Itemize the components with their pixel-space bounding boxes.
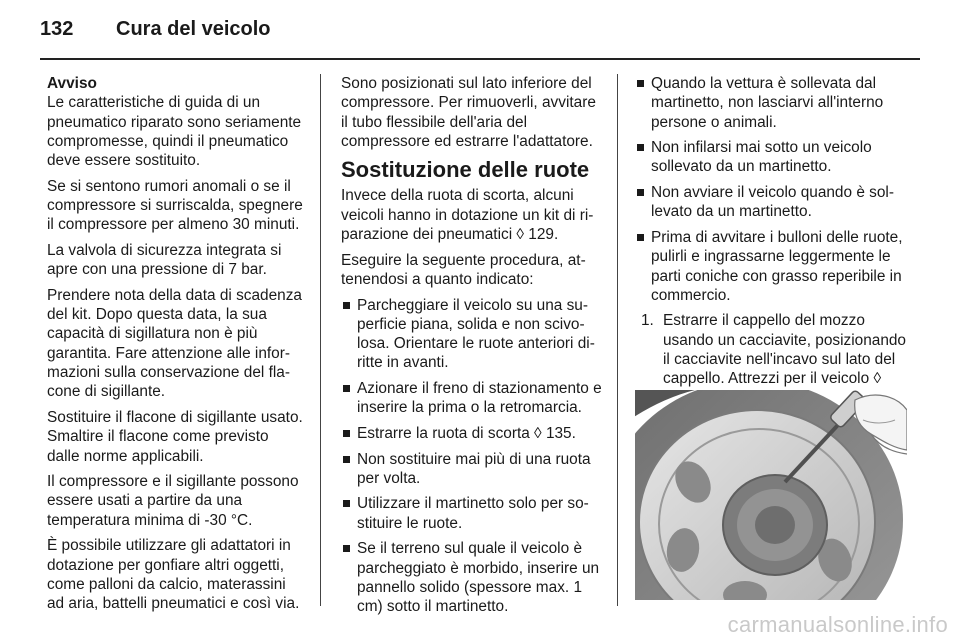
step-text: Estrarre il cappello del mozzo usando un cacciavite, posizionando il cacciavite nell'incavo sul lato del cappello. Attrezzi per il veicolo ◊	[663, 312, 906, 388]
column-divider-1	[320, 74, 321, 606]
paragraph: È possibile utilizzare gli adattatori in dotazione per gonfiare altri oggetti, come palloni da calcio, materassini ad aria, battelli pneumatici e così via.	[47, 537, 300, 613]
list-item-text: Parcheggiare il veicolo su una superficie piana, solida e non scivolosa. Orientare le ruote anteriori diritte in avanti.	[357, 296, 595, 372]
bullet-square-icon	[343, 545, 350, 552]
list-item-text: Utilizzare il martinetto solo per sostituire le ruote.	[357, 495, 589, 532]
paragraph: Se si sentono rumori anomali o se il compressore si surriscalda, spegnere il compressore per almeno 30 minuti.	[47, 177, 303, 234]
notice-title: Avviso	[47, 75, 97, 92]
list-item	[341, 379, 603, 418]
bullet-square-icon	[343, 500, 350, 507]
section-heading: Sostituzione delle ruote	[341, 157, 590, 183]
bullet-square-icon	[343, 302, 350, 309]
list-item-text: Non infilarsi mai sotto un veicolo sollevato da un martinetto.	[651, 139, 872, 176]
header-rule	[40, 58, 920, 60]
paragraph: Prendere nota della data di scadenza del kit. Dopo questa data, la sua capacità di sigillatura non è più garantita. Fare attenzione alle informazioni sulla conservazione del flacone di sigillante.	[47, 286, 302, 401]
list-item	[635, 228, 913, 305]
bullet-list	[635, 74, 913, 305]
paragraph: Sostituire il flacone di sigillante usato. Smaltire il flacone come previsto dalle norme applicabili.	[47, 408, 303, 465]
paragraph: Sono posizionati sul lato inferiore del compressore. Per rimuoverli, avvitare il tubo flessibile dell'aria del compressore ed estrarre l'adattatore.	[341, 75, 596, 150]
list-item-text: Non sostituire mai più di una ruota per volta.	[357, 450, 591, 487]
list-item	[341, 424, 603, 443]
list-item-text: Azionare il freno di stazionamento e inserire la prima o la retromarcia.	[357, 380, 602, 417]
section-title: Cura del veicolo	[116, 18, 271, 40]
watermark: carmanualsonline.info	[727, 612, 948, 637]
page-header	[40, 18, 271, 48]
bullet-square-icon	[637, 234, 644, 241]
bullet-square-icon	[343, 385, 350, 392]
paragraph: Le caratteristiche di guida di un pneumatico riparato sono seriamente compromesse, quindi il pneumatico deve essere sostituito.	[47, 94, 302, 170]
column-3	[635, 74, 913, 414]
hubcap-removal-illustration	[635, 390, 907, 600]
column-divider-2	[617, 74, 618, 606]
bullet-list	[341, 296, 603, 617]
list-item	[635, 183, 913, 222]
list-item-text: Prima di avvitare i bulloni delle ruote, pulirli e ingrassarne leggermente le parti coniche con grasso reperibile in commercio.	[651, 228, 903, 304]
bullet-square-icon	[343, 456, 350, 463]
list-item-text: Se il terreno sul quale il veicolo è parcheggiato è morbido, inserire un pannello solido (spessore max. 1 cm) sotto il martinetto.	[357, 540, 600, 616]
column-2	[341, 74, 603, 623]
step-number: 1.	[641, 312, 654, 330]
bullet-square-icon	[637, 189, 644, 196]
wheel-illustration-svg	[635, 390, 907, 600]
paragraph: Eseguire la seguente procedura, attenendosi a quanto indicato:	[341, 251, 586, 288]
bullet-square-icon	[637, 80, 644, 87]
paragraph: Invece della ruota di scorta, alcuni veicoli hanno in dotazione un kit di riparazione dei pneumatici ◊ 129.	[341, 187, 594, 244]
paragraph: Il compressore e il sigillante possono essere usati a partire da una temperatura minima di -30 °C.	[47, 473, 299, 529]
bullet-square-icon	[637, 144, 644, 151]
list-item	[635, 74, 913, 132]
list-item	[341, 450, 603, 489]
list-item	[341, 296, 603, 373]
list-item	[341, 494, 603, 533]
list-item	[341, 539, 603, 616]
page-number: 132	[40, 18, 74, 40]
list-item-text: Quando la vettura è sollevata dal martinetto, non lasciarvi all'interno persone o animali.	[651, 75, 884, 131]
list-item-text: Estrarre la ruota di scorta ◊ 135.	[357, 424, 576, 442]
paragraph: La valvola di sicurezza integrata si apre con una pressione di 7 bar.	[47, 241, 282, 279]
list-item	[635, 138, 913, 177]
list-item-text: Non avviare il veicolo quando è sollevato da un martinetto.	[651, 184, 894, 221]
column-1	[47, 74, 305, 620]
bullet-square-icon	[343, 430, 350, 437]
